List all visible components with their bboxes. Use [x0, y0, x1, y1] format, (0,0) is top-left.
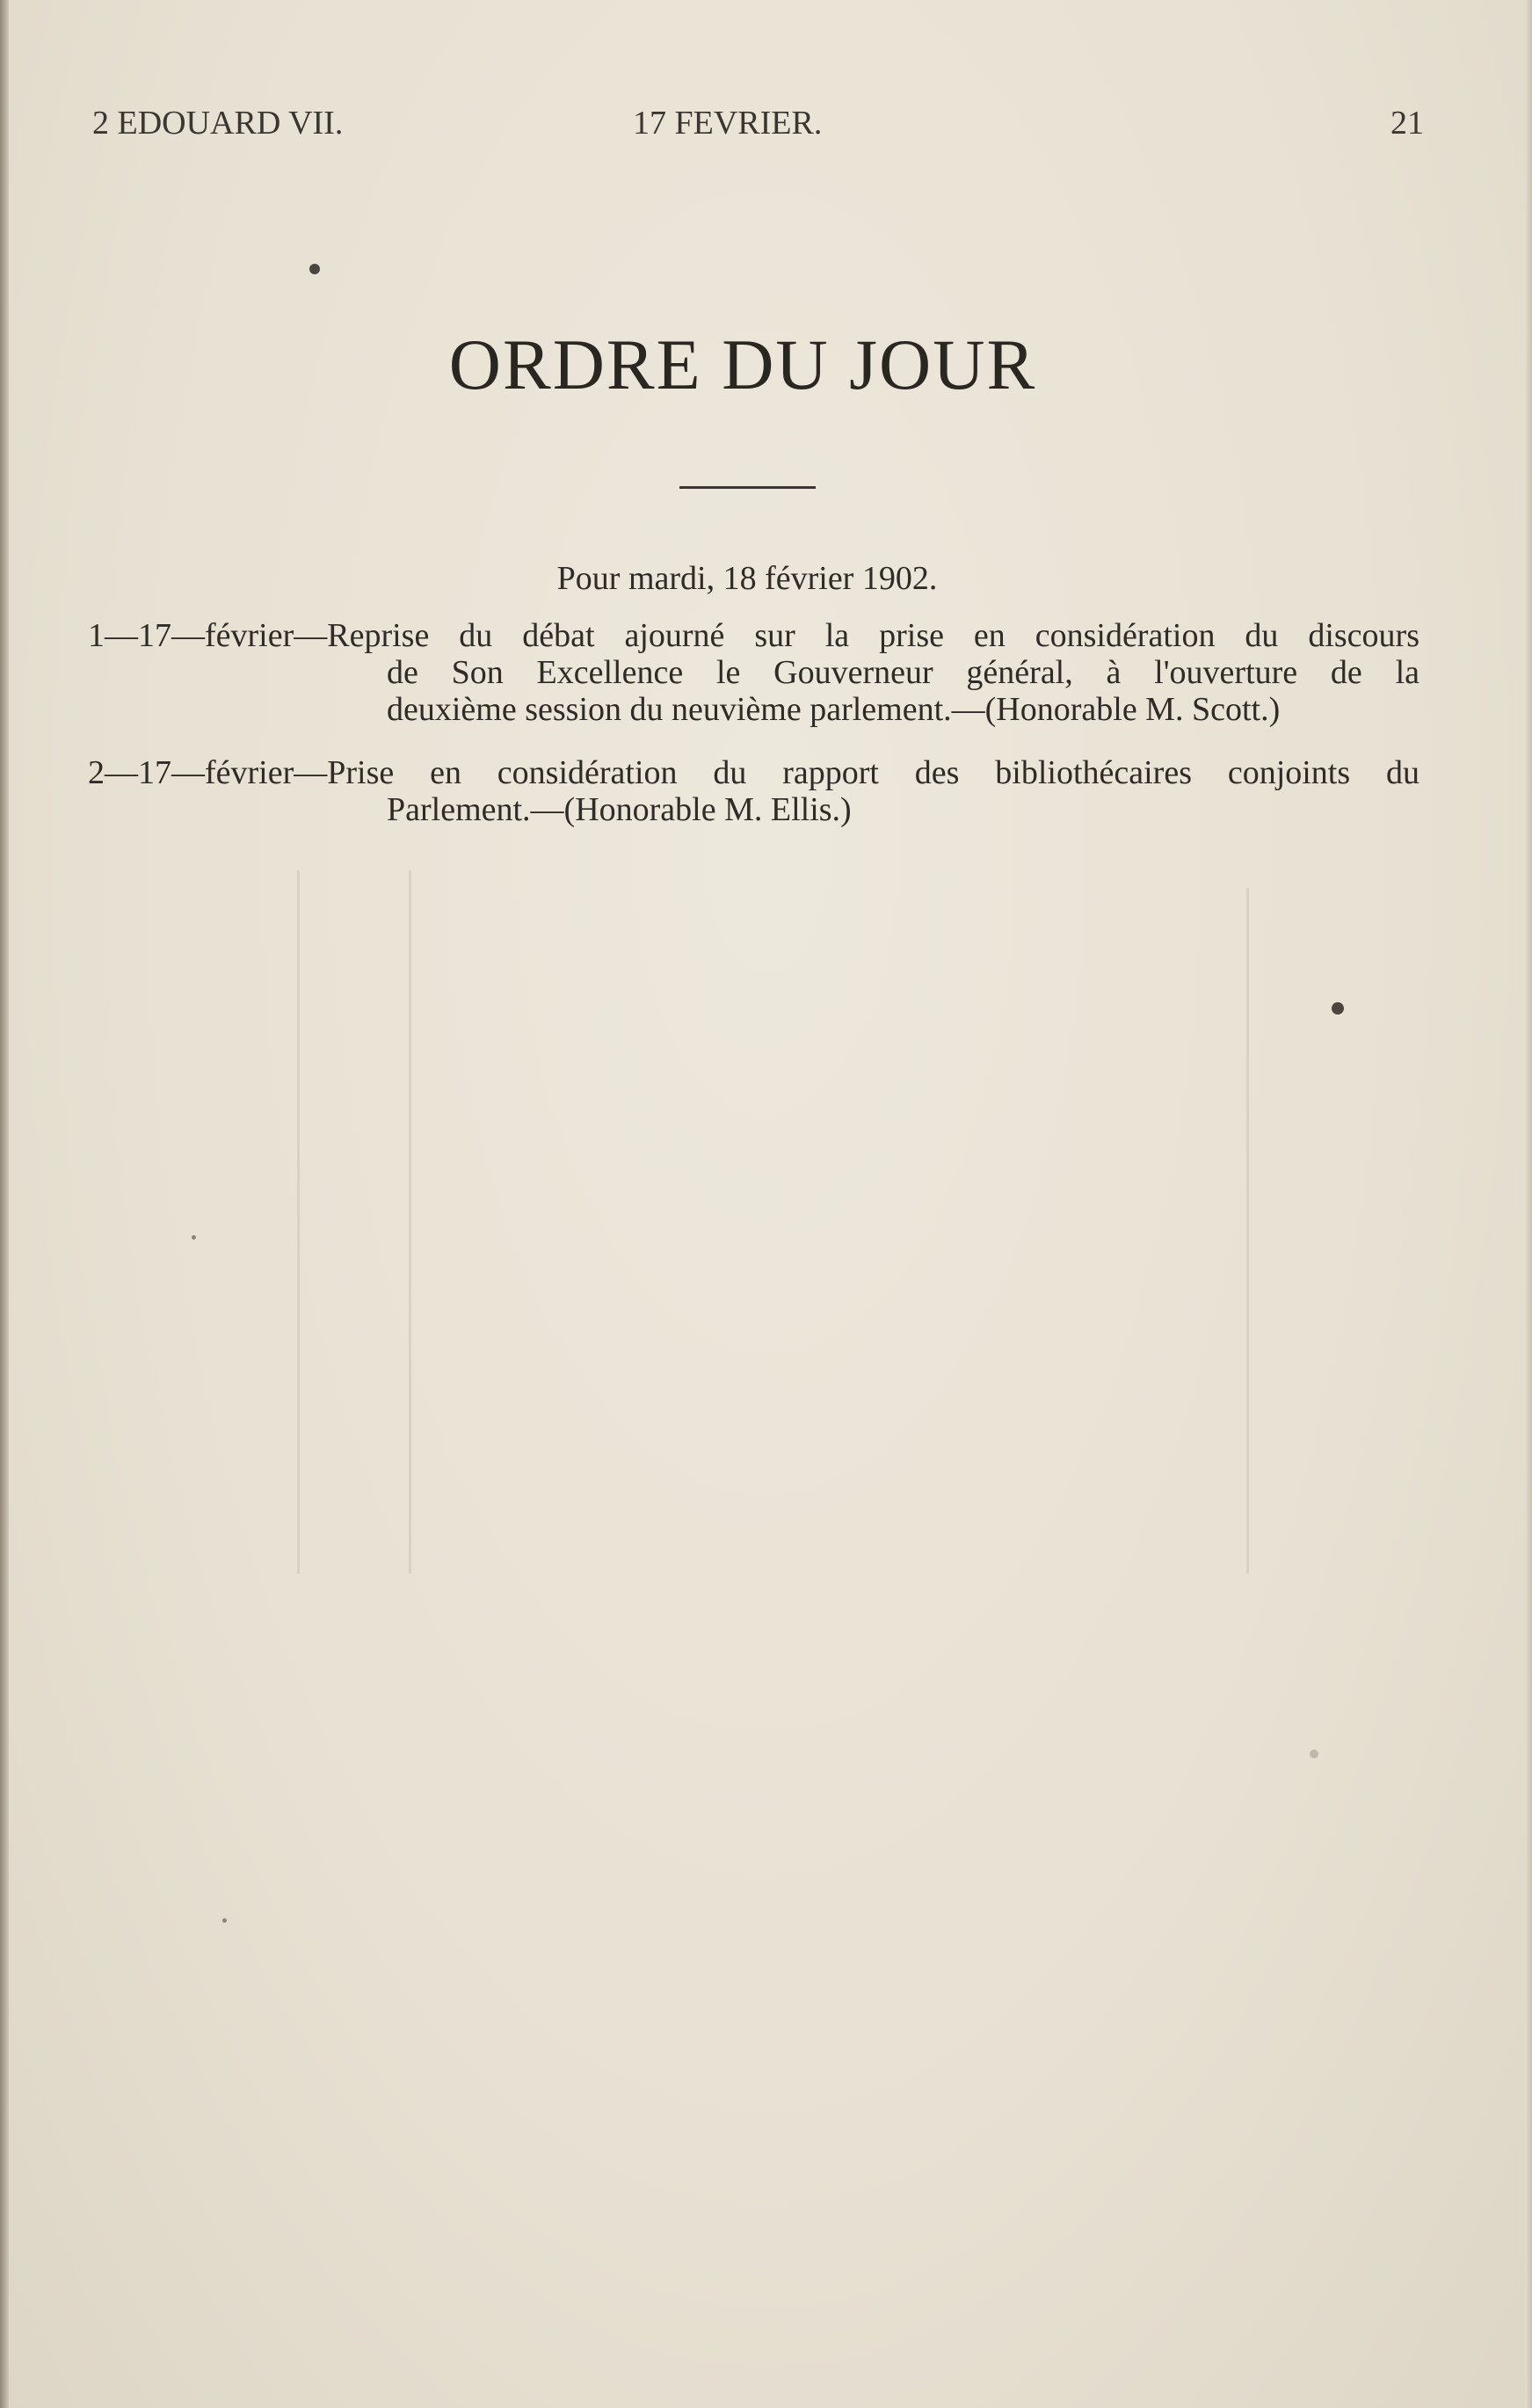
running-head-left: 2 EDOUARD VII. — [92, 105, 344, 142]
agenda-item-1-line-2: de Son Excellence le Gouverneur général, à l'ouverture de la — [387, 654, 1419, 691]
page-number: 21 — [1390, 105, 1424, 142]
show-through-mark — [297, 870, 300, 1574]
title-rule — [679, 486, 816, 489]
paper-speck — [192, 1235, 196, 1240]
running-head — [0, 104, 1532, 148]
paper-speck — [309, 264, 320, 274]
show-through-mark — [1246, 888, 1249, 1574]
show-through-mark — [409, 870, 411, 1574]
date-line: Pour mardi, 18 février 1902. — [556, 560, 938, 597]
agenda-item-1 — [88, 617, 1419, 728]
paper-speck — [1332, 1002, 1344, 1015]
running-head-center: 17 FEVRIER. — [633, 105, 823, 142]
page-title: ORDRE DU JOUR — [448, 324, 1037, 404]
paper-speck — [222, 1918, 227, 1923]
agenda-item-2-line-1: 2—17—février—Prise en considération du rapport des bibliothécaires conjoints du — [88, 754, 1419, 791]
agenda-item-2-line-2: Parlement.—(Honorable M. Ellis.) — [387, 791, 852, 828]
page-right-edge — [1525, 0, 1532, 2408]
paper-speck — [1310, 1750, 1318, 1758]
agenda-item-1-line-3: deuxième session du neuvième parlement.—(Honorable M. Scott.) — [387, 691, 1281, 728]
agenda-item-1-line-1: 1—17—février—Reprise du débat ajourné sur la prise en considération du discours — [88, 617, 1419, 654]
agenda-item-2 — [88, 754, 1419, 828]
